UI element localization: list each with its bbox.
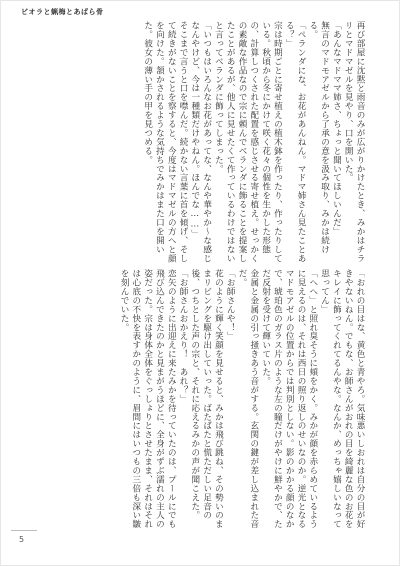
running-title: ビオラと蝋梅とあばら骨 xyxy=(21,8,104,16)
text-column-upper: 再び部屋に沈黙と雨音のみが広がりかけたとき、みかはチラリとマドマゼルを見やり、口を開いた。 「あんなマドママ姉さ、ちょっと聞いてほしいんだ」 無言のマドモアゼルから了承の意を汲み取り、みかは続ける。 「ペランダにな、お花があんねん。マドマ姉さん見たことある？」 宗は時期ごとに寄せ植えの植木鉢を作ったり、作ったりしている。秋頃から冬にかけて咲く花々の個性を生かした形態の、計算しつくされた配置を感じさせる寄せ植え。せっかくの素敵な作品なので宗に頼んでベランダに飾ることを提案したことがあるが、他人に見せたくて作っているわけではないと言ってベランダに飾ってしまった。 「いつもはいろんなお花があってな、なんや華やか〜な感じなんやけど、今は一種類だけやねん。ほんでな……」 そこまで言うと口を噤んだ。続かない言葉に首を傾げ、そして続きがないことを察すると、今度はマドマゼルの方へと顔を向けた。頷かされるような気持ちでみかはまた口を開いた。彼女の薄い手の甲を見つめる。 xyxy=(142,21,365,263)
text-column-lower: 「おれの目はな、黄色と青やろ。気味悪いしおれは自分の目が好きやないねん。でもな、お師さんがおれの目を綺麗な色のお花をキレイに飾ってくれてるんやな。なんか、めっちゃ嬉しいなって思ってん」 「へへ」と照れ臭そうに頬をかく。みかが顔を赤らめているように見えるのは、それは西日の照り返しのせいなのか。逆光となるマドモアゼルの位置からでは判別としない。影のかかる顔のなかで、琥珀色のガラス片のような左の瞳だけがやけに鮮やかで、ただ反射を受けて輝いていた。 金属と金属の引っ掻きあう音がする。玄関の鍵が差し込まれた音だ。 「お師さんや！」 花のように輝く笑顔を見せると、みかは飛び跳ね、その勢いのままリビングを駆け出していった。ばたばたと慌ただしい足音の後、つちとした声の宗と、それに応えるみかの声が聞こえた。 「お師さんおかえり！ あれ？」 恋矢のように出迎えに来たみかを待っていたのは、プールにでも飛び込んできたのかと見まがうほどに、全身がずぶ濡れの主人の姿だった。宗は身体全体をぐっしょりとさせたまま、それはそれは心底の不快を表すかのように、眉間にはいつもの三倍も深い皺を刻んでいた。 xyxy=(119,269,365,529)
page-number-rule xyxy=(11,530,37,531)
page-number: 5 xyxy=(19,535,25,544)
